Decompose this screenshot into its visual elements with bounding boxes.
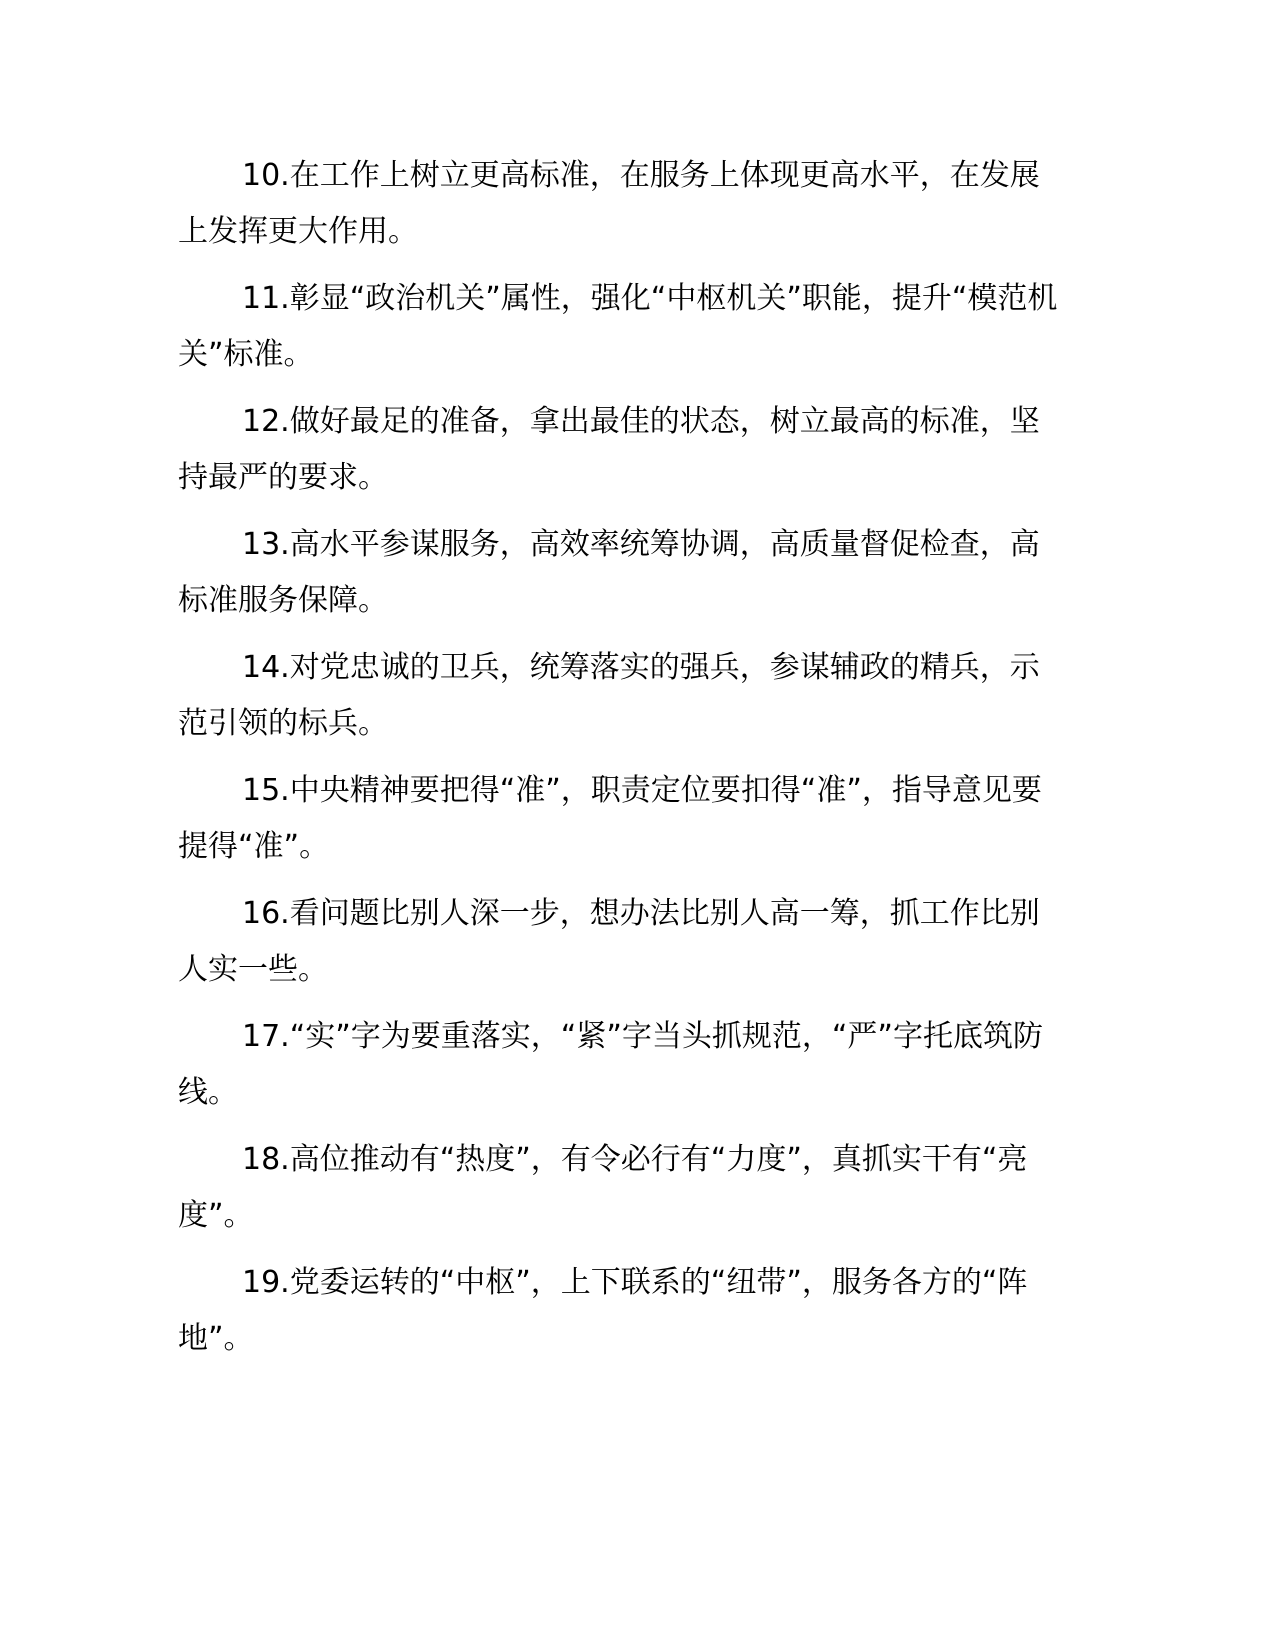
paragraph-19: 19.党委运转的“中枢”，上下联系的“纽带”，服务各方的“阵地”。	[178, 1265, 1028, 1356]
document-page	[178, 148, 1068, 1378]
paragraph-15: 15.中央精神要把得“准”，职责定位要扣得“准”，指导意见要提得“准”。	[178, 773, 1042, 864]
paragraph-13: 13.高水平参谋服务，高效率统筹协调，高质量督促检查，高标准服务保障。	[178, 527, 1040, 618]
paragraph-16: 16.看问题比别人深一步，想办法比别人高一筹，抓工作比别人实一些。	[178, 896, 1040, 987]
paragraph-14: 14.对党忠诚的卫兵，统筹落实的强兵，参谋辅政的精兵，示范引领的标兵。	[178, 650, 1040, 741]
paragraph-10: 10.在工作上树立更高标准，在服务上体现更高水平，在发展上发挥更大作用。	[178, 158, 1040, 249]
paragraph-11: 11.彰显“政治机关”属性，强化“中枢机关”职能，提升“模范机关”标准。	[178, 281, 1058, 372]
paragraph-18: 18.高位推动有“热度”，有令必行有“力度”，真抓实干有“亮度”。	[178, 1142, 1028, 1233]
paragraph-17: 17.“实”字为要重落实，“紧”字当头抓规范，“严”字托底筑防线。	[178, 1019, 1043, 1110]
paragraph-12: 12.做好最足的准备，拿出最佳的状态，树立最高的标准，坚持最严的要求。	[178, 404, 1040, 495]
